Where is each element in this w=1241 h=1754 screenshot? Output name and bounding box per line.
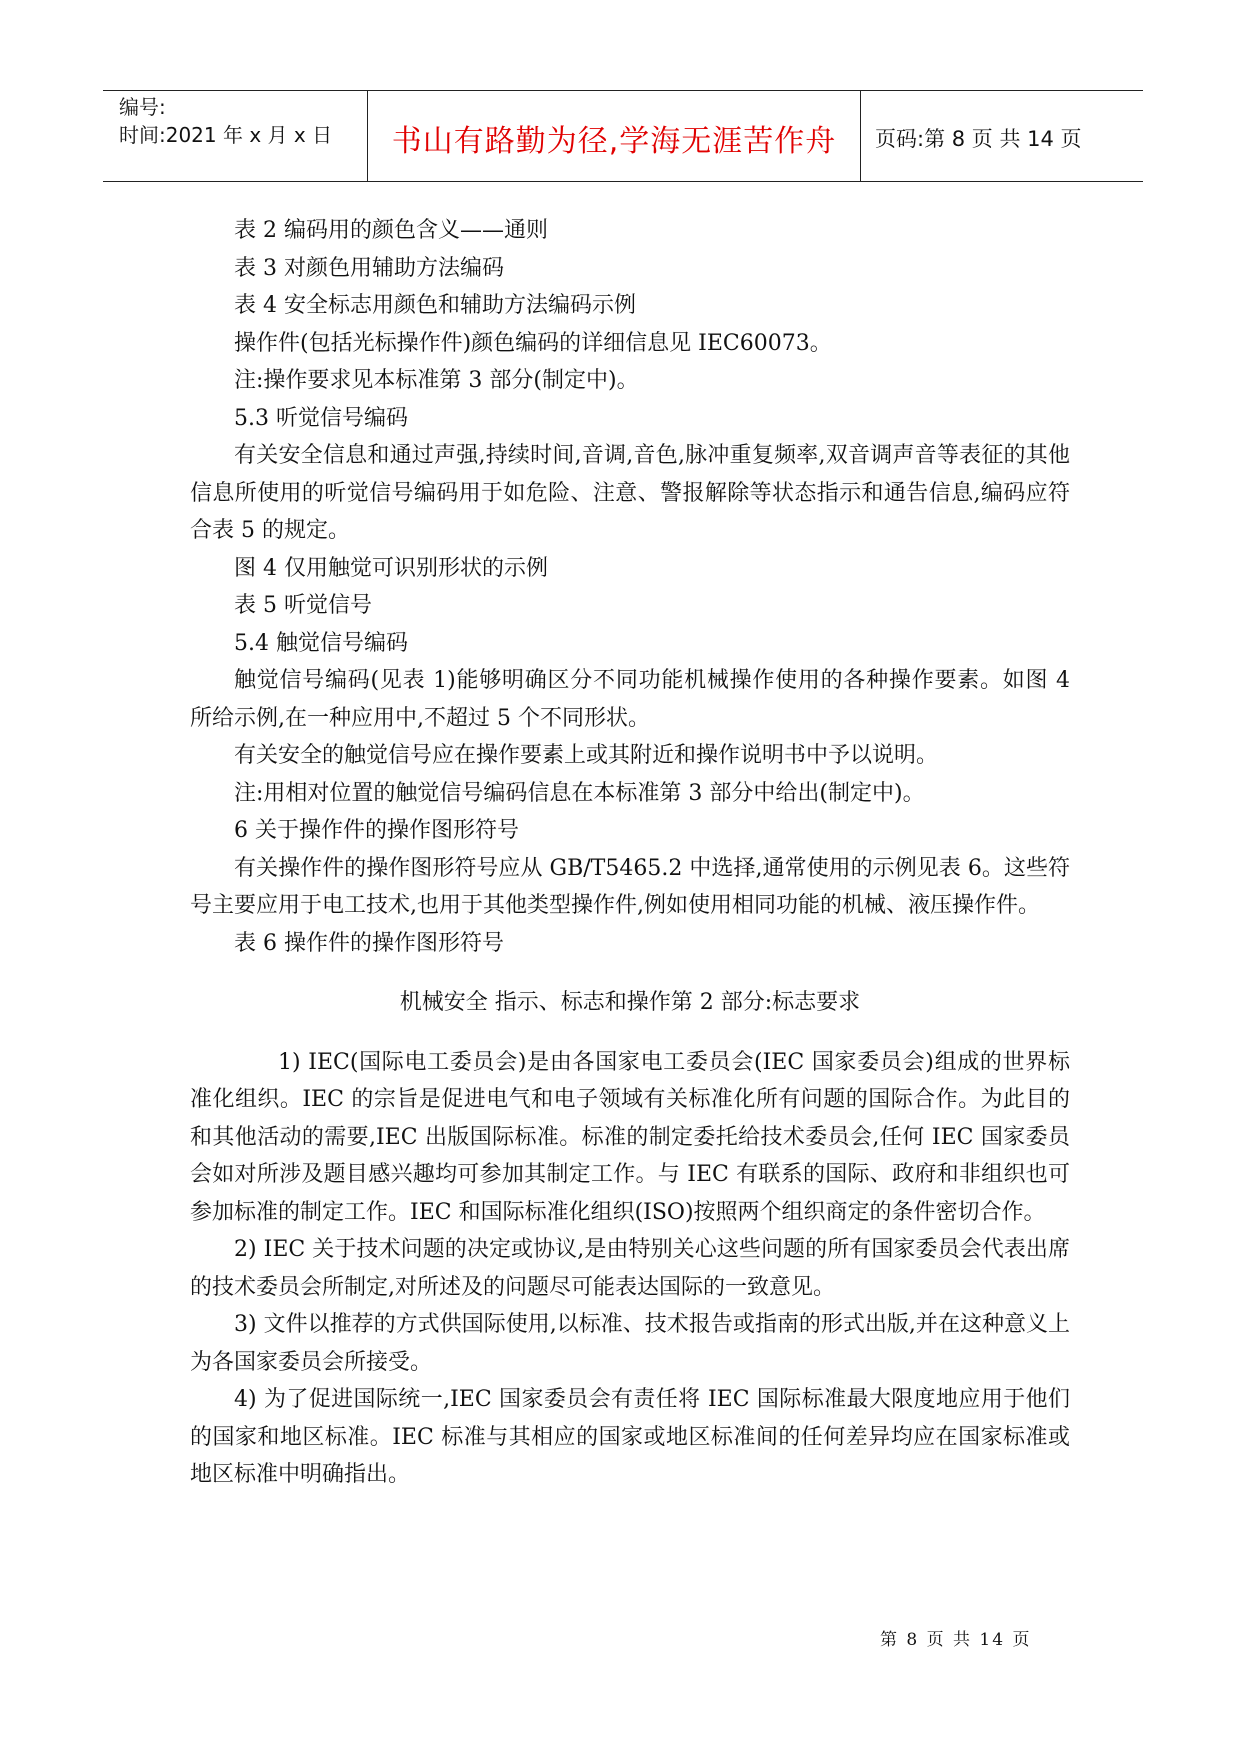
paragraph: 表 4 安全标志用颜色和辅助方法编码示例 [234, 293, 636, 318]
section-heading: 5.3 听觉信号编码 [234, 405, 408, 431]
note-item: 1) IEC(国际电工委员会)是由各国家电工委员会(IEC 国家委员会)组成的世界标准化组织。IEC 的宗旨是促进电气和电子领域有关标准化所有问题的国际合作。为此目的和其他活动的需要,IEC 出版国际标准。标准的制定委托给技术委员会,任何 IEC 国家委员会如对所涉及题目感兴趣均可参加其制定工作。与 IEC 有联系的国际、政府和非组织也可参加标准的制定工作。IEC 和国际标准化组织(ISO)按照两个组织商定的条件密切合作。 [190, 1049, 1070, 1225]
note-item: 3) 文件以推荐的方式供国际使用,以标准、技术报告或指南的形式出版,并在这种意义上为各国家委员会所接受。 [190, 1312, 1070, 1375]
header-page-label: 页码:第 8 页 共 14 页 [875, 127, 1082, 151]
note-item: 4) 为了促进国际统一,IEC 国家委员会有责任将 IEC 国际标准最大限度地应用于他们的国家和地区标准。IEC 标准与其相应的国家或地区标准间的任何差异均应在国家标准或地区标准中明确指出。 [190, 1387, 1070, 1487]
paragraph: 触觉信号编码(见表 1)能够明确区分不同功能机械操作使用的各种操作要素。如图 4 所给示例,在一种应用中,不超过 5 个不同形状。 [190, 668, 1070, 731]
header-divider-left [367, 91, 368, 181]
header-divider-right [860, 91, 861, 181]
paragraph: 操作件(包括光标操作件)颜色编码的详细信息见 IEC60073。 [234, 330, 832, 356]
page-header [103, 90, 1143, 182]
paragraph: 有关操作件的操作图形符号应从 GB/T5465.2 中选择,通常使用的示例见表 6。这些符号主要应用于电工技术,也用于其他类型操作件,例如使用相同功能的机械、液压操作件。 [190, 855, 1070, 918]
paragraph: 表 6 操作件的操作图形符号 [234, 930, 504, 956]
paragraph: 表 2 编码用的颜色含义——通则 [234, 218, 548, 243]
note-item: 2) IEC 关于技术问题的决定或协议,是由特别关心这些问题的所有国家委员会代表出席的技术委员会所制定,对所述及的问题尽可能表达国际的一致意见。 [190, 1237, 1070, 1300]
document-body [190, 212, 1070, 1494]
paragraph: 有关安全的触觉信号应在操作要素上或其附近和操作说明书中予以说明。 [234, 743, 939, 768]
header-time-label: 时间:2021 年 x 月 x 日 [119, 123, 333, 147]
header-meta [119, 91, 369, 181]
paragraph: 图 4 仅用触觉可识别形状的示例 [234, 555, 548, 581]
paragraph: 注:用相对位置的触觉信号编码信息在本标准第 3 部分中给出(制定中)。 [234, 780, 925, 806]
section-heading: 6 关于操作件的操作图形符号 [234, 818, 519, 843]
header-motto: 书山有路勤为径,学海无涯苦作舟 [391, 124, 837, 159]
section-title: 机械安全 指示、标志和操作第 2 部分:标志要求 [399, 990, 861, 1015]
page-footer: 第 8 页 共 14 页 [880, 1630, 1032, 1650]
paragraph: 表 5 听觉信号 [234, 593, 372, 618]
paragraph: 注:操作要求见本标准第 3 部分(制定中)。 [234, 368, 639, 393]
header-number-label: 编号: [119, 95, 166, 119]
paragraph: 有关安全信息和通过声强,持续时间,音调,音色,脉冲重复频率,双音调声音等表征的其他信息所使用的听觉信号编码用于如危险、注意、警报解除等状态指示和通告信息,编码应符合表 5 的规定。 [190, 443, 1070, 543]
paragraph: 表 3 对颜色用辅助方法编码 [234, 255, 504, 281]
section-heading: 5.4 触觉信号编码 [234, 630, 408, 656]
